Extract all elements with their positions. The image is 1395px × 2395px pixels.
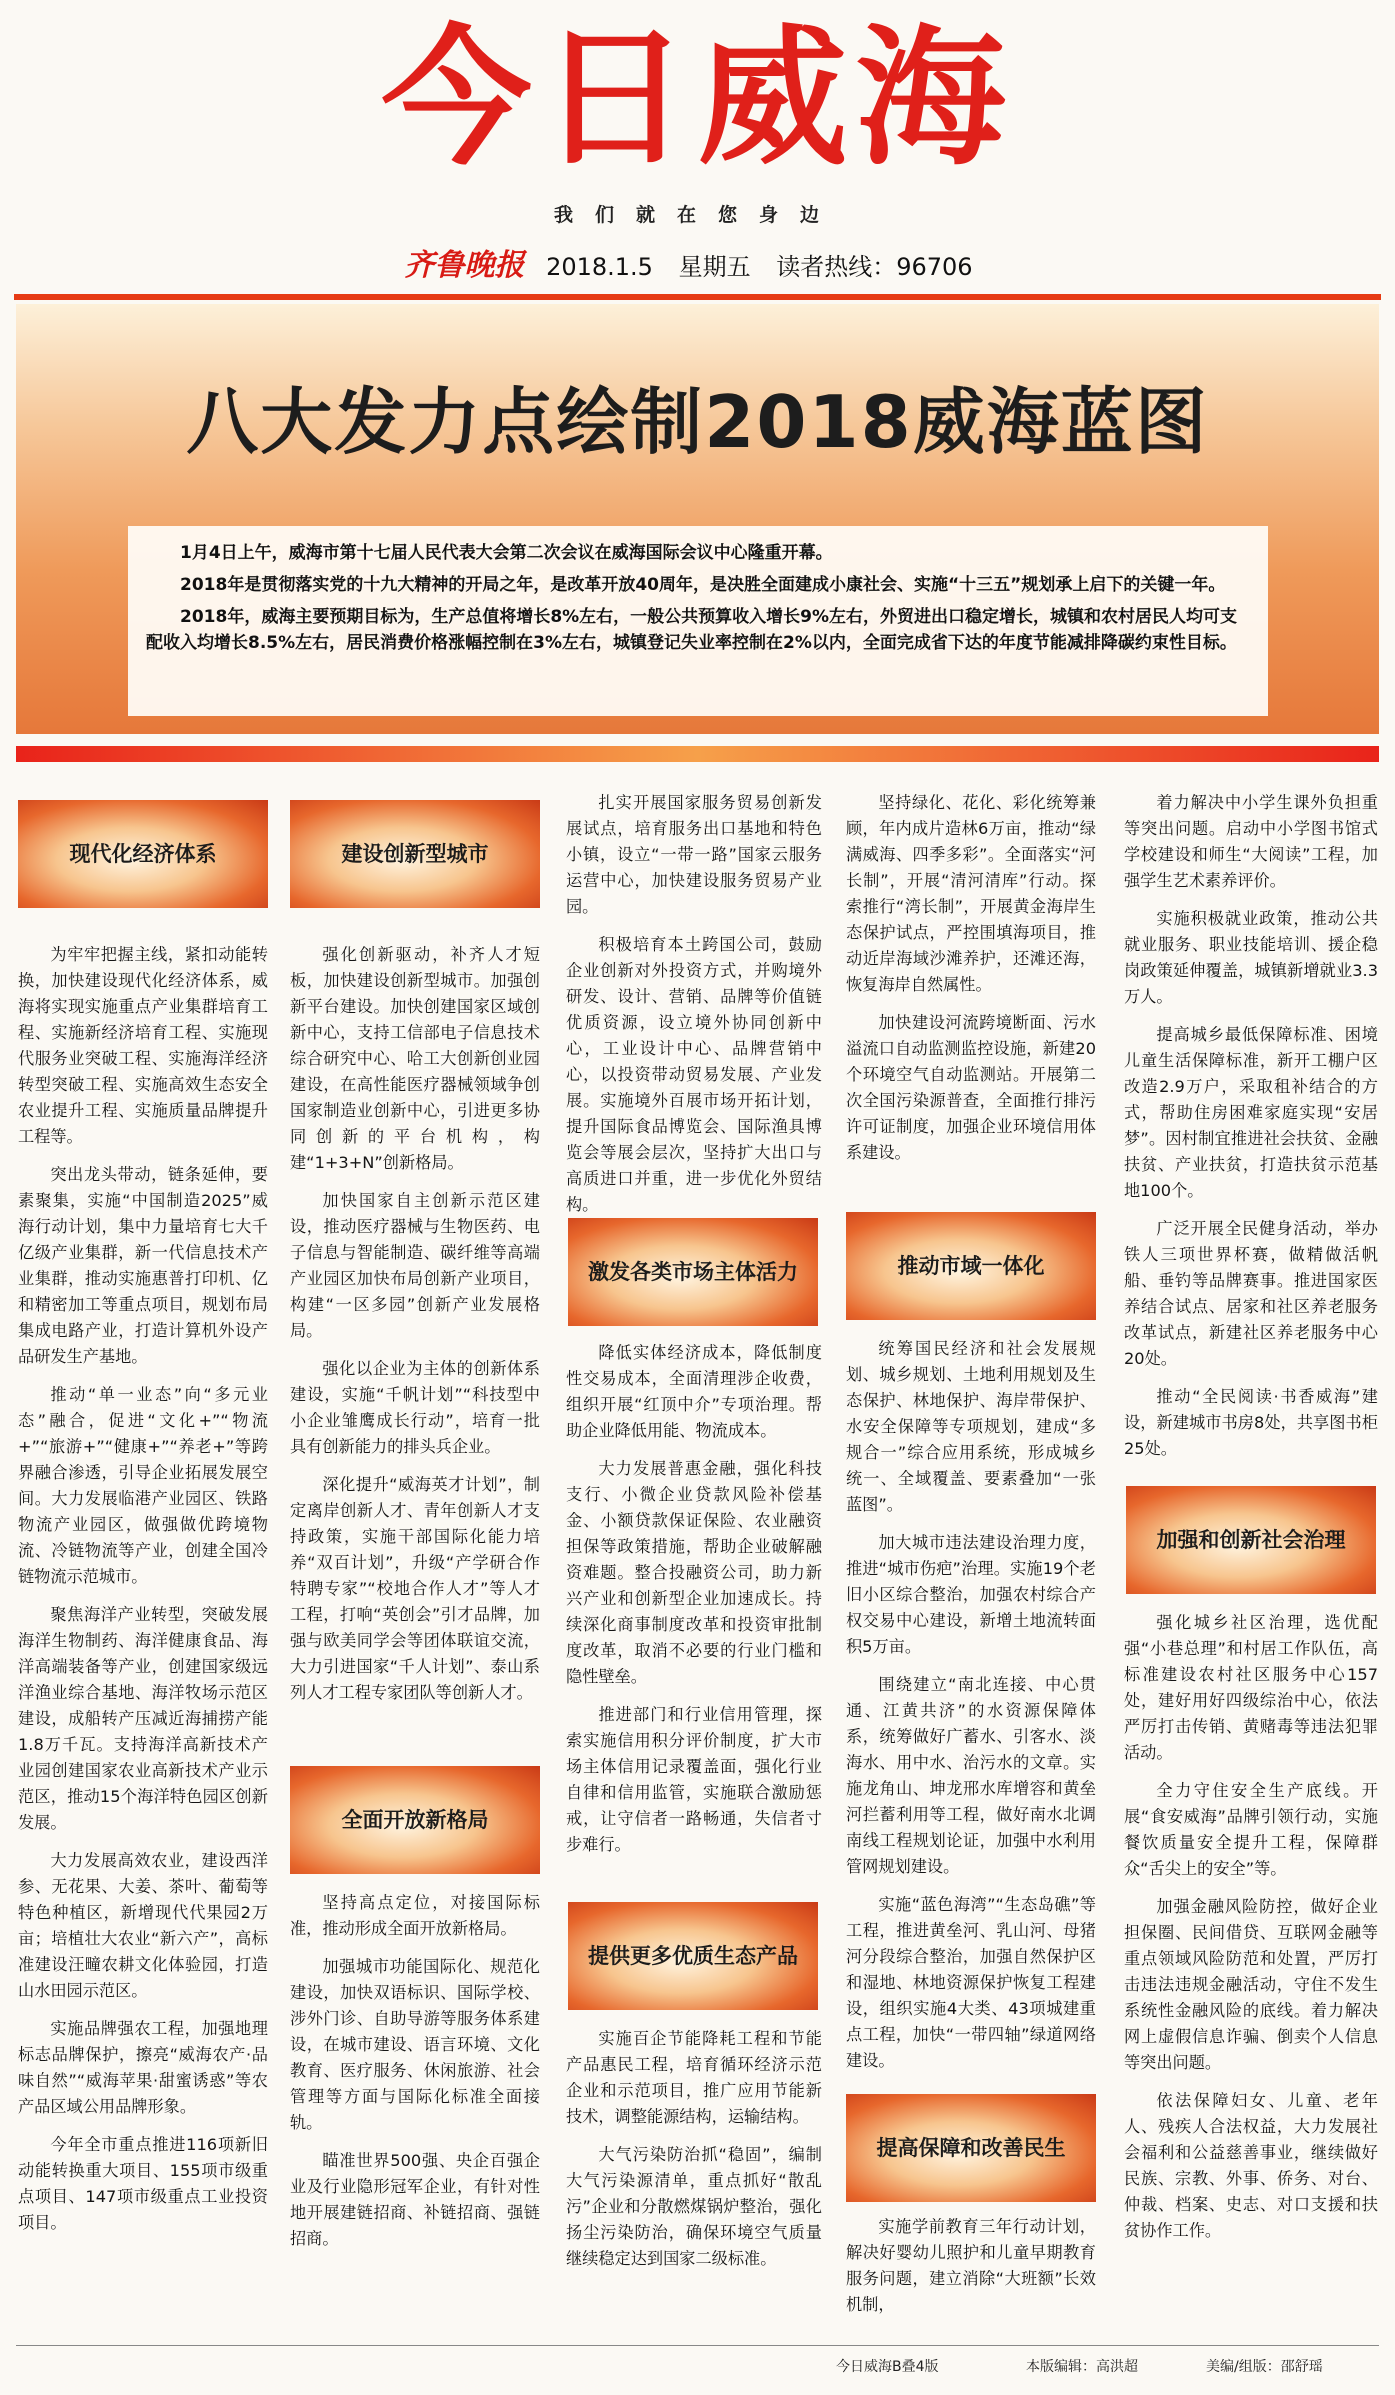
section-title: 加强和创新社会治理 — [1156, 1528, 1346, 1552]
section-title: 全面开放新格局 — [341, 1808, 489, 1832]
article-paragraph: 实施学前教育三年行动计划，解决好婴幼儿照护和儿童早期教育服务问题，建立消除“大班额”长效机制， — [846, 2217, 1096, 2314]
article-paragraph: 加强城市功能国际化、规范化建设，加快双语标识、国际学校、涉外门诊、自助导游等服务体系建设，在城市建设、语言环境、文化教育、医疗服务、休闲旅游、社会管理等方面与国际化标准全面接轨。 — [290, 1957, 540, 2132]
designer-credit: 美编/组版：邵舒瑶 — [1206, 2359, 1323, 2375]
column-4-bottom — [846, 2214, 1096, 2330]
section-header-economy — [18, 800, 268, 908]
page-footer — [16, 2345, 1379, 2386]
column-5-bottom — [1124, 1610, 1378, 2256]
column-2-bottom — [290, 1890, 540, 2264]
section-title: 激发各类市场主体活力 — [588, 1260, 798, 1284]
column-4-top — [846, 790, 1096, 1178]
article-paragraph: 加快国家自主创新示范区建设，推动医疗器械与生物医药、电子信息与智能制造、碳纤维等高端产业园区加快布局创新产业项目，构建“一区多园”创新产业发展格局。 — [290, 1191, 540, 1340]
masthead — [0, 0, 1395, 310]
article-paragraph: 实施“蓝色海湾”“生态岛礁”等工程，推进黄垒河、乳山河、母猪河分段综合整治，加强自然保护区和湿地、林地资源保护恢复工程建设，组织实施4大类、43项城建重点工程，加快“一带四轴”绿道网络建设。 — [846, 1895, 1096, 2070]
section-header-governance — [1126, 1486, 1376, 1594]
article-paragraph: 深化提升“威海英才计划”，制定离岸创新人才、青年创新人才支持政策，实施干部国际化能力培养“双百计划”，升级“产学研合作特聘专家”“校地合作人才”等人才工程，打响“英创会”引才品牌，加强与欧美同学会等团体联谊交流，大力引进国家“千人计划”、泰山系列人才工程专家团队等创新人才。 — [290, 1475, 540, 1702]
section-header-innovation — [290, 800, 540, 908]
column-3-bottom — [566, 2026, 822, 2284]
section-title: 推动市域一体化 — [897, 1254, 1045, 1278]
column-5-top — [1124, 790, 1378, 1474]
issue-date: 2018.1.5 — [546, 253, 653, 281]
article-paragraph: 着力解决中小学生课外负担重等突出问题。启动中小学图书馆式学校建设和师生“大阅读”工程，加强学生艺术素养评价。 — [1124, 793, 1378, 890]
article-paragraph: 为牢牢把握主线，紧扣动能转换，加快建设现代化经济体系，威海将实现实施重点产业集群培育工程、实施新经济培育工程、实施现代服务业突破工程、实施海洋经济转型突破工程、实施高效生态安全农业提升工程、实施质量品牌提升工程等。 — [18, 945, 268, 1146]
issue-weekday: 星期五 — [678, 253, 751, 281]
section-title: 提供更多优质生态产品 — [588, 1944, 798, 1968]
article-paragraph: 加强金融风险防控，做好企业担保圈、民间借贷、互联网金融等重点领域风险防范和处置，严厉打击违法违规金融活动，守住不发生系统性金融风险的底线。着力解决网上虚假信息诈骗、倒卖个人信息等突出问题。 — [1124, 1897, 1378, 2072]
column-3-middle — [566, 1340, 822, 1870]
lead-paragraph: 2018年，威海主要预期目标为，生产总值将增长8%左右，一般公共预算收入增长9%左右，外贸进出口稳定增长，城镇和农村居民人均可支配收入均增长8.5%左右，居民消费价格涨幅控制在3%左右，城镇登记失业率控制在2%以内，全面完成省下达的年度节能减排降碳约束性目标。 — [146, 607, 1238, 653]
lead-paragraph: 2018年是贯彻落实党的十九大精神的开局之年，是改革开放40周年，是决胜全面建成小康社会、实施“十三五”规划承上启下的关键一年。 — [180, 575, 1226, 595]
lead-paragraph: 1月4日上午，威海市第十七届人民代表大会第二次会议在威海国际会议中心隆重开幕。 — [180, 543, 833, 563]
article-paragraph: 围绕建立“南北连接、中心贯通、江黄共济”的水资源保障体系，统筹做好广蓄水、引客水、淡海水、用中水、治污水的文章。实施龙角山、坤龙邢水库增容和黄垒河拦蓄利用等工程，做好南水北调南线工程规划论证，加强中水利用管网规划建设。 — [846, 1675, 1096, 1876]
column-4-middle — [846, 1336, 1096, 2086]
article-paragraph: 扎实开展国家服务贸易创新发展试点，培育服务出口基地和特色小镇，设立“一带一路”国家云服务运营中心，加快建设服务贸易产业园。 — [566, 793, 822, 916]
slogan: 我们就在您身边 — [553, 204, 841, 226]
article-paragraph: 今年全市重点推进116项新旧动能转换重大项目、155项市级重点项目、147项市级重点工业投资项目。 — [18, 2135, 268, 2232]
headline: 八大发力点绘制2018威海蓝图 — [186, 380, 1209, 464]
section-title: 现代化经济体系 — [69, 842, 217, 866]
article-paragraph: 统筹国民经济和社会发展规划、城乡规划、土地利用规划及生态保护、林地保护、海岸带保护、水安全保障等专项规划，建成“多规合一”综合应用系统，形成城乡统一、全域覆盖、要素叠加“一张蓝图”。 — [846, 1339, 1096, 1514]
article-paragraph: 坚持绿化、花化、彩化统筹兼顾，年内成片造林6万亩，推动“绿满威海、四季多彩”。全面落实“河长制”，开展“清河清库”行动。探索推行“湾长制”，开展黄金海岸生态保护试点，严控围填海项目，推动近岸海域沙滩养护，还滩还海，恢复海岸自然属性。 — [846, 793, 1096, 994]
article-paragraph: 瞄准世界500强、央企百强企业及行业隐形冠军企业，有针对性地开展建链招商、补链招商、强链招商。 — [290, 2151, 540, 2248]
column-2-top — [290, 942, 540, 1718]
article-paragraph: 加快建设河流跨境断面、污水溢流口自动监测监控设施，新建20个环境空气自动监测站。开展第二次全国污染源普查，全面推行排污许可证制度，加强企业环境信用体系建设。 — [846, 1013, 1096, 1162]
section-title: 建设创新型城市 — [341, 842, 489, 866]
column-3-top — [566, 790, 822, 1230]
issue-info — [0, 240, 1395, 284]
article-paragraph: 强化创新驱动，补齐人才短板，加快建设创新型城市。加强创新平台建设。加快创建国家区域创新中心，支持工信部电子信息技术综合研究中心、哈工大创新创业园建设，在高性能医疗器械领域争创国家制造业创新中心，引进更多协同创新的平台机构，构建“1+3+N”创新格局。 — [290, 945, 540, 1172]
reader-hotline: 读者热线：96706 — [776, 253, 973, 281]
article-paragraph: 实施积极就业政策，推动公共就业服务、职业技能培训、援企稳岗政策延伸覆盖，城镇新增就业3.3万人。 — [1124, 909, 1378, 1006]
article-paragraph: 推动“全民阅读·书香威海”建设，新建城市书房8处，共享图书柜25处。 — [1124, 1387, 1378, 1458]
article-paragraph: 推进部门和行业信用管理，探索实施信用积分评价制度，扩大市场主体信用记录覆盖面，强化行业自律和信用监管，实施联合激励惩戒，让守信者一路畅通，失信者寸步难行。 — [566, 1705, 822, 1854]
paper-logo: 齐鲁晚报 — [404, 248, 525, 283]
section-header-integration — [846, 1212, 1096, 1320]
section-header-market — [568, 1218, 818, 1326]
article-paragraph: 降低实体经济成本，降低制度性交易成本，全面清理涉企收费，组织开展“红顶中介”专项治理。帮助企业降低用能、物流成本。 — [566, 1343, 822, 1440]
editor-credit: 本版编辑：高洪超 — [1026, 2359, 1138, 2375]
article-paragraph: 大力发展普惠金融，强化科技支行、小微企业贷款风险补偿基金、小额贷款保证保险、农业融资担保等政策措施，帮助企业破解融资难题。整合投融资公司，助力新兴产业和创新型企业加速成长。持续深化商事制度改革和投资审批制度改革，取消不必要的行业门槛和隐性壁垒。 — [566, 1459, 822, 1686]
article-paragraph: 广泛开展全民健身活动，举办铁人三项世界杯赛，做精做活帆船、垂钓等品牌赛事。推进国家医养结合试点、居家和社区养老服务改革试点，新建社区养老服务中心20处。 — [1124, 1219, 1378, 1368]
column-1 — [18, 942, 268, 2248]
newspaper-brand-logo: 今日威海 — [381, 12, 1014, 186]
lead-box — [128, 526, 1268, 716]
masthead-rule — [14, 294, 1381, 300]
article-paragraph: 积极培育本土跨国公司，鼓励企业创新对外投资方式，并购境外研发、设计、营销、品牌等价值链优质资源，设立境外协同创新中心，工业设计中心、品牌营销中心，以投资带动贸易发展、产业发展。实施境外百展市场开拓计划，提升国际食品博览会、国际渔具博览会等展会层次，坚持扩大出口与高质进口并重，进一步优化外贸结构。 — [566, 935, 822, 1214]
article-paragraph: 全力守住安全生产底线。开展“食安威海”品牌引领行动，实施餐饮质量安全提升工程，保障群众“舌尖上的安全”等。 — [1124, 1781, 1378, 1878]
section-header-livelihood — [846, 2094, 1096, 2202]
section-title: 提高保障和改善民生 — [876, 2136, 1066, 2160]
hero-banner — [16, 304, 1379, 734]
article-paragraph: 强化以企业为主体的创新体系建设，实施“千帆计划”“科技型中小企业雏鹰成长行动”，培育一批具有创新能力的排头兵企业。 — [290, 1359, 540, 1456]
section-header-opening — [290, 1766, 540, 1874]
section-divider — [16, 746, 1379, 762]
article-paragraph: 大力发展高效农业，建设西洋参、无花果、大姜、茶叶、葡萄等特色种植区，新增现代代果园2万亩；培植壮大农业“新六产”，高标准建设汪疃农耕文化体验园，打造山水田园示范区。 — [18, 1851, 268, 2000]
article-paragraph: 聚焦海洋产业转型，突破发展海洋生物制药、海洋健康食品、海洋高端装备等产业，创建国家级远洋渔业综合基地、海洋牧场示范区建设，成船转产压减近海捕捞产能1.8万千瓦。支持海洋高新技术产业园创建国家农业高新技术产业示范区，推动15个海洋特色园区创新发展。 — [18, 1605, 268, 1832]
article-paragraph: 推动“单一业态”向“多元业态”融合，促进“文化+”“物流+”“旅游+”“健康+”“养老+”等跨界融合渗透，引导企业拓展发展空间。大力发展临港产业园区、铁路物流产业园区，做强做优跨境物流、冷链物流等产业，创建全国冷链物流示范城市。 — [18, 1385, 268, 1586]
article-paragraph: 实施品牌强农工程，加强地理标志品牌保护，擦亮“威海农产·品味自然”“威海苹果·甜蜜诱惑”等农产品区域公用品牌形象。 — [18, 2019, 268, 2116]
article-paragraph: 坚持高点定位，对接国际标准，推动形成全面开放新格局。 — [290, 1893, 540, 1938]
edition-label: 今日威海B叠4版 — [836, 2359, 939, 2375]
article-paragraph: 加大城市违法建设治理力度，推进“城市伤疤”治理。实施19个老旧小区综合整治，加强农村综合产权交易中心建设，新增土地流转面积5万亩。 — [846, 1533, 1096, 1656]
article-paragraph: 依法保障妇女、儿童、老年人、残疾人合法权益，大力发展社会福利和公益慈善事业，继续做好民族、宗教、外事、侨务、对台、仲裁、档案、史志、对口支援和扶贫协作工作。 — [1124, 2091, 1378, 2240]
article-paragraph: 提高城乡最低保障标准、困境儿童生活保障标准，新开工棚户区改造2.9万户，采取租补结合的方式，帮助住房困难家庭实现“安居梦”。因村制宜推进社会扶贫、金融扶贫、产业扶贫，打造扶贫示范基地100个。 — [1124, 1025, 1378, 1200]
article-paragraph: 强化城乡社区治理，选优配强“小巷总理”和村居工作队伍，高标准建设农村社区服务中心157处，建好用好四级综治中心，依法严厉打击传销、黄赌毒等违法犯罪活动。 — [1124, 1613, 1378, 1762]
article-paragraph: 实施百企节能降耗工程和节能产品惠民工程，培育循环经济示范企业和示范项目，推广应用节能新技术，调整能源结构，运输结构。 — [566, 2029, 822, 2126]
section-header-ecology — [568, 1902, 818, 2010]
article-paragraph: 大气污染防治抓“稳固”，编制大气污染源清单，重点抓好“散乱污”企业和分散燃煤锅炉整治，强化扬尘污染防治，确保环境空气质量继续稳定达到国家二级标准。 — [566, 2145, 822, 2268]
article-paragraph: 突出龙头带动，链条延伸，要素聚集，实施“中国制造2025”威海行动计划，集中力量培育七大千亿级产业集群，新一代信息技术产业集群，推动实施惠普打印机、亿和精密加工等重点项目，规划布局集成电路产业，打造计算机外设产品研发生产基地。 — [18, 1165, 268, 1366]
